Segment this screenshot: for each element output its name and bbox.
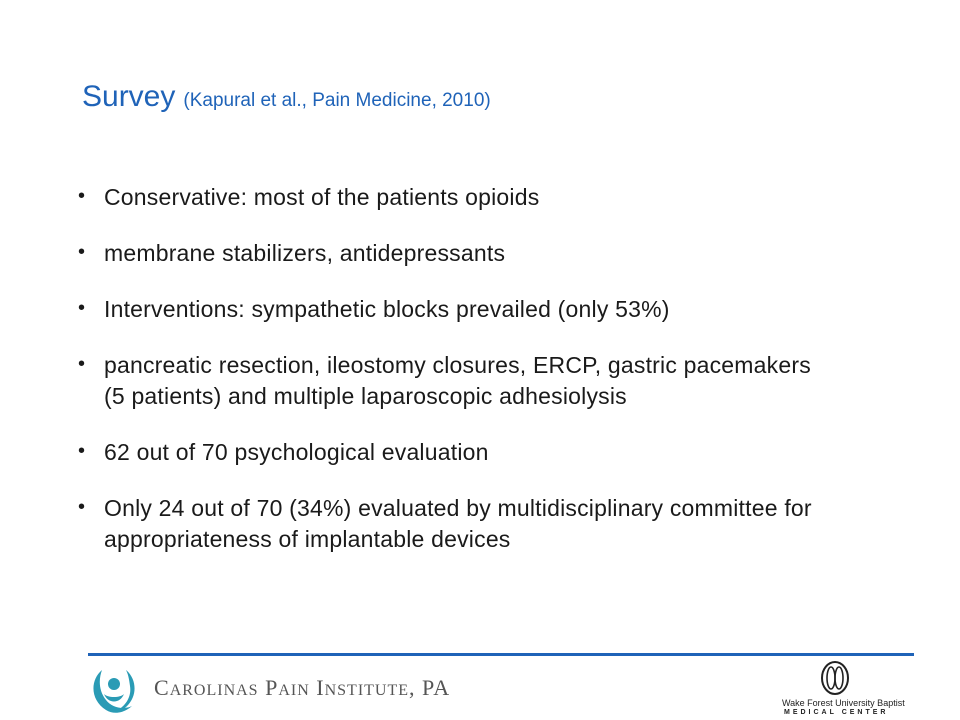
title-citation: (Kapural et al., Pain Medicine, 2010) xyxy=(183,90,491,111)
bullet-text: membrane stabilizers, antidepressants xyxy=(104,240,506,266)
footer-brand-name xyxy=(154,675,450,701)
brand-suffix: , PA xyxy=(409,675,451,700)
bullet-dot: • xyxy=(78,241,86,263)
brand-rest-nstitute: NSTITUTE xyxy=(324,682,410,699)
carolinas-pain-institute-logo-icon xyxy=(84,660,144,720)
brand-rest-arolinas: AROLINAS xyxy=(169,682,259,699)
bullet-text: pancreatic resection, ileostomy closures, ERCP, gastric pacemakers (5 patients) and multiple laparoscopic adhesiolysis xyxy=(104,352,811,409)
bullet-item xyxy=(78,493,838,555)
brand-initial-i: I xyxy=(316,675,325,700)
bullet-dot: • xyxy=(78,353,86,375)
brand-rest-ain: AIN xyxy=(278,682,310,699)
bullet-text: Only 24 out of 70 (34%) evaluated by multidisciplinary committee for appropriateness of implantable devices xyxy=(104,495,812,552)
slide-title xyxy=(82,80,491,114)
bullet-text: 62 out of 70 psychological evaluation xyxy=(104,439,489,465)
brand-initial-p: P xyxy=(265,675,279,700)
title-text: Survey xyxy=(82,80,176,113)
bullet-dot: • xyxy=(78,440,86,462)
bullet-dot: • xyxy=(78,496,86,518)
brand-initial-c: C xyxy=(154,675,170,700)
wake-forest-name: Wake Forest University Baptist xyxy=(782,698,905,708)
medical-center-label: MEDICAL CENTER xyxy=(784,709,889,716)
bullet-item xyxy=(78,437,838,468)
bullet-text: Interventions: sympathetic blocks prevailed (only 53%) xyxy=(104,296,670,322)
bullet-text: Conservative: most of the patients opioids xyxy=(104,184,540,210)
bullet-dot: • xyxy=(78,297,86,319)
bullet-item xyxy=(78,350,838,412)
bullet-item xyxy=(78,238,838,269)
bullet-item xyxy=(78,294,838,325)
bullet-list xyxy=(78,182,838,580)
wake-forest-logo-icon xyxy=(820,660,850,696)
footer-divider xyxy=(88,653,914,656)
bullet-dot: • xyxy=(78,185,86,207)
bullet-item xyxy=(78,182,838,213)
